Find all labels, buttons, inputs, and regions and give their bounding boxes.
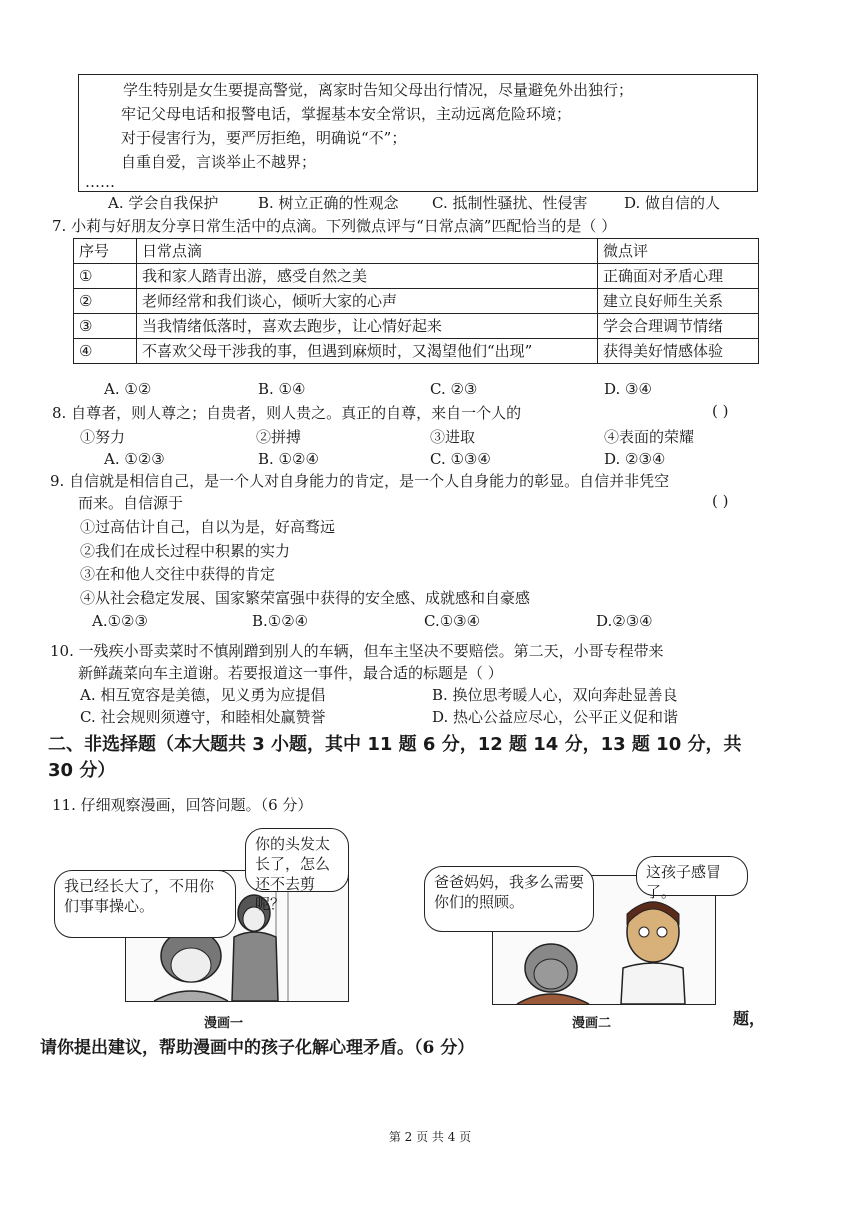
table-cell-no: ① bbox=[74, 264, 137, 289]
q9-stem-line-1: 9. 自信就是相信自己，是一个人对自身能力的肯定，是一个人自身能力的彰显。自信并非凭空 bbox=[50, 472, 670, 490]
q9-option-d: D.②③④ bbox=[596, 612, 653, 630]
q9-item-1: ①过高估计自己，自以为是，好高骛远 bbox=[80, 518, 336, 536]
q7-option-d: D. ③④ bbox=[604, 380, 652, 398]
q8-option-a: A. ①②③ bbox=[104, 450, 165, 468]
comic-2-caption: 漫画二 bbox=[572, 1016, 612, 1031]
table-cell-no: ② bbox=[74, 289, 137, 314]
section-2-heading-line-1: 二、非选择题（本大题共 3 小题，其中 11 题 6 分，12 题 14 分，13 题 10 分，共 bbox=[48, 734, 742, 755]
q10-option-c: C. 社会规则须遵守，和睦相处赢赞誉 bbox=[80, 708, 326, 726]
q7-option-b: B. ①④ bbox=[258, 380, 306, 398]
table-cell-comment: 学会合理调节情绪 bbox=[598, 314, 759, 339]
q10-option-d: D. 热心公益应尽心，公平正义促和谐 bbox=[432, 708, 679, 726]
q8-item-1: ①努力 bbox=[80, 428, 126, 446]
q6-option-a: A. 学会自我保护 bbox=[108, 194, 219, 212]
q6-line-1: 学生特别是女生要提高警觉，离家时告知父母出行情况，尽量避免外出独行； bbox=[123, 81, 634, 99]
comic-1-child-bubble: 我已经长大了，不用你们事事操心。 bbox=[54, 870, 236, 938]
q6-option-b: B. 树立正确的性观念 bbox=[258, 194, 399, 212]
q11-question-tail: 题， bbox=[733, 1009, 766, 1028]
table-cell-comment: 建立良好师生关系 bbox=[598, 289, 759, 314]
comic-2-child-bubble: 爸爸妈妈，我多么需要你们的照顾。 bbox=[424, 866, 594, 932]
q9-option-c: C.①③④ bbox=[424, 612, 481, 630]
q7-stem: 7. 小莉与好朋友分享日常生活中的点滴。下列微点评与“日常点滴”匹配恰当的是（ ） bbox=[52, 217, 617, 235]
q8-option-d: D. ②③④ bbox=[604, 450, 666, 468]
q8-option-c: C. ①③④ bbox=[430, 450, 491, 468]
q8-answer-bracket: ( ) bbox=[712, 402, 729, 420]
comic-1-caption: 漫画一 bbox=[204, 1016, 244, 1031]
table-cell-event: 当我情绪低落时，喜欢去跑步，让心情好起来 bbox=[137, 314, 598, 339]
table-cell-event: 不喜欢父母干涉我的事，但遇到麻烦时，又渴望他们“出现” bbox=[137, 339, 598, 364]
table-row bbox=[74, 314, 759, 339]
comic-2-parent-bubble: 这孩子感冒了。 bbox=[636, 856, 748, 896]
q11-question: 请你提出建议，帮助漫画中的孩子化解心理矛盾。（6 分） bbox=[40, 1038, 475, 1058]
q8-option-b: B. ①②④ bbox=[258, 450, 319, 468]
q7-table bbox=[73, 238, 759, 364]
q9-option-b: B.①②④ bbox=[252, 612, 309, 630]
q6-line-3: 对于侵害行为，要严厉拒绝，明确说“不”； bbox=[121, 129, 407, 147]
q9-stem-line-2: 而来。自信源于 bbox=[78, 494, 184, 512]
q7-option-a: A. ①② bbox=[104, 380, 152, 398]
table-cell-comment: 获得美好情感体验 bbox=[598, 339, 759, 364]
q6-option-c: C. 抵制性骚扰、性侵害 bbox=[432, 194, 588, 212]
table-cell-comment: 正确面对矛盾心理 bbox=[598, 264, 759, 289]
q6-line-4: 自重自爱，言谈举止不越界； bbox=[121, 153, 317, 171]
q11-stem: 11. 仔细观察漫画，回答问题。（6 分） bbox=[52, 796, 313, 814]
q10-option-a: A. 相互宽容是美德，见义勇为应提倡 bbox=[80, 686, 326, 704]
q7-option-c: C. ②③ bbox=[430, 380, 478, 398]
q10-stem-line-2: 新鲜蔬菜向车主道谢。若要报道这一事件，最合适的标题是（ ） bbox=[78, 664, 503, 682]
q10-stem-line-1: 10. 一残疾小哥卖菜时不慎剐蹭到别人的车辆，但车主坚决不要赔偿。第二天，小哥专程带来 bbox=[50, 642, 664, 660]
section-2-heading-line-2: 30 分） bbox=[48, 760, 116, 781]
table-header: 微点评 bbox=[598, 239, 759, 264]
table-header-row bbox=[74, 239, 759, 264]
q6-line-5: …… bbox=[85, 173, 115, 191]
comic-1-parent-bubble: 你的头发太长了，怎么还不去剪呢？ bbox=[245, 828, 349, 892]
q6-material-box bbox=[78, 74, 758, 192]
q10-option-b: B. 换位思考暖人心，双向奔赴显善良 bbox=[432, 686, 678, 704]
q9-item-4: ④从社会稳定发展、国家繁荣富强中获得的安全感、成就感和自豪感 bbox=[80, 589, 531, 607]
q6-line-2: 牢记父母电话和报警电话，掌握基本安全常识，主动远离危险环境； bbox=[121, 105, 572, 123]
q9-item-3: ③在和他人交往中获得的肯定 bbox=[80, 565, 276, 583]
table-header: 序号 bbox=[74, 239, 137, 264]
q9-answer-bracket: ( ) bbox=[712, 492, 729, 510]
table-header: 日常点滴 bbox=[137, 239, 598, 264]
q9-option-a: A.①②③ bbox=[92, 612, 148, 630]
table-row bbox=[74, 339, 759, 364]
table-cell-event: 我和家人踏青出游，感受自然之美 bbox=[137, 264, 598, 289]
table-cell-event: 老师经常和我们谈心，倾听大家的心声 bbox=[137, 289, 598, 314]
q8-item-4: ④表面的荣耀 bbox=[604, 428, 695, 446]
q6-option-d: D. 做自信的人 bbox=[624, 194, 721, 212]
table-row bbox=[74, 289, 759, 314]
q8-item-2: ②拼搏 bbox=[256, 428, 302, 446]
table-cell-no: ④ bbox=[74, 339, 137, 364]
q9-item-2: ②我们在成长过程中积累的实力 bbox=[80, 542, 291, 560]
table-cell-no: ③ bbox=[74, 314, 137, 339]
table-row bbox=[74, 264, 759, 289]
page-footer: 第 2 页 共 4 页 bbox=[388, 1130, 472, 1144]
q8-item-3: ③进取 bbox=[430, 428, 476, 446]
q8-stem: 8. 自尊者，则人尊之；自贵者，则人贵之。真正的自尊，来自一个人的 bbox=[52, 404, 522, 422]
